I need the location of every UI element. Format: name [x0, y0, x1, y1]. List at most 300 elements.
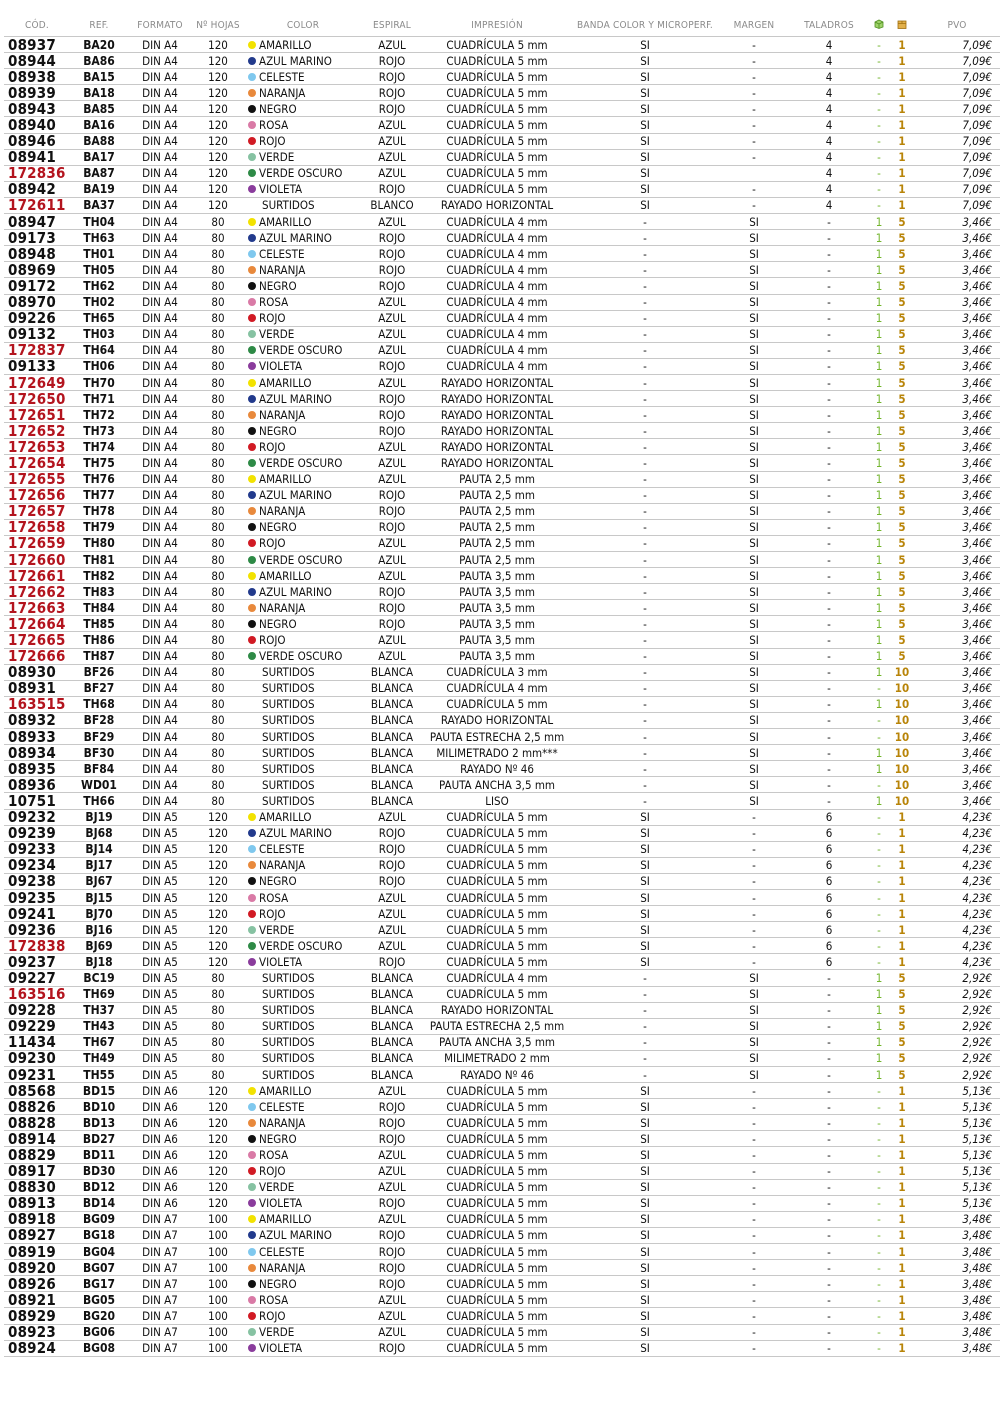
- cell-ref: BD10: [70, 1099, 128, 1115]
- cell-espiral: AZUL: [362, 632, 422, 648]
- cell-hojas: 80: [192, 342, 244, 358]
- cell-hojas: 80: [192, 777, 244, 793]
- table-row: [4, 954, 1000, 970]
- cell-color: [244, 632, 362, 648]
- cell-pvo: 3,46€: [914, 632, 1000, 648]
- cell-cod: 08926: [4, 1276, 70, 1292]
- cell-taladros: -: [790, 1018, 868, 1034]
- cell-taladros: -: [790, 793, 868, 809]
- cell-impresion: PAUTA 2,5 mm: [422, 552, 572, 568]
- color-label: VIOLETA: [259, 954, 303, 969]
- cell-espiral: ROJO: [362, 954, 422, 970]
- cell-banda: SI: [572, 1292, 718, 1308]
- table-row: [4, 439, 1000, 455]
- cell-hojas: 80: [192, 632, 244, 648]
- cell-formato: DIN A5: [128, 889, 192, 905]
- cell-formato: DIN A7: [128, 1276, 192, 1292]
- col-color: COLOR: [286, 19, 320, 31]
- table-row: [4, 632, 1000, 648]
- cell-cod: 172665: [4, 632, 70, 648]
- table-row: [4, 310, 1000, 326]
- cell-taladros: 4: [790, 165, 868, 181]
- cell-margen: SI: [718, 262, 790, 278]
- color-label: SURTIDOS: [262, 987, 315, 1002]
- cell-cod: 09227: [4, 970, 70, 986]
- cell-formato: DIN A6: [128, 1115, 192, 1131]
- color-label: ROJO: [259, 906, 286, 921]
- cell-pack-inner: 1: [868, 246, 890, 262]
- cell-ref: BA88: [70, 133, 128, 149]
- cell-ref: TH74: [70, 439, 128, 455]
- cell-taladros: -: [790, 246, 868, 262]
- cell-taladros: -: [790, 648, 868, 664]
- cell-formato: DIN A4: [128, 745, 192, 761]
- cell-margen: -: [718, 954, 790, 970]
- cell-pack-inner: -: [868, 197, 890, 213]
- cell-pack-inner: 1: [868, 439, 890, 455]
- cell-pack-inner: 1: [868, 616, 890, 632]
- cell-formato: DIN A4: [128, 358, 192, 374]
- cell-hojas: 120: [192, 1163, 244, 1179]
- cell-cod: 172838: [4, 938, 70, 954]
- cell-pack-outer: 1: [890, 197, 914, 213]
- cell-formato: DIN A4: [128, 133, 192, 149]
- color-label: NARANJA: [259, 858, 306, 873]
- cell-color: [244, 487, 362, 503]
- cell-impresion: RAYADO HORIZONTAL: [422, 455, 572, 471]
- cell-espiral: AZUL: [362, 1147, 422, 1163]
- cell-hojas: 80: [192, 648, 244, 664]
- cell-pack-inner: 1: [868, 342, 890, 358]
- cell-formato: DIN A4: [128, 294, 192, 310]
- cell-formato: DIN A6: [128, 1163, 192, 1179]
- cell-impresion: CUADRÍCULA 5 mm: [422, 825, 572, 841]
- cell-taladros: -: [790, 310, 868, 326]
- cell-hojas: 100: [192, 1211, 244, 1227]
- cell-taladros: 4: [790, 101, 868, 117]
- cell-pack-outer: 1: [890, 69, 914, 85]
- color-swatch: [248, 459, 256, 467]
- col-banda: BANDA COLOR Y MICROPERF.: [577, 19, 713, 31]
- cell-color: [244, 906, 362, 922]
- table-row: [4, 1115, 1000, 1131]
- color-swatch: [248, 861, 256, 869]
- cell-cod: 09232: [4, 809, 70, 825]
- color-swatch: [248, 169, 256, 177]
- color-swatch: [248, 507, 256, 515]
- cell-impresion: PAUTA ANCHA 3,5 mm: [422, 1034, 572, 1050]
- table-row: [4, 873, 1000, 889]
- color-label: AMARILLO: [259, 568, 312, 583]
- table-row: [4, 970, 1000, 986]
- cell-ref: WD01: [70, 777, 128, 793]
- color-label: AMARILLO: [259, 810, 312, 825]
- cell-impresion: RAYADO HORIZONTAL: [422, 439, 572, 455]
- cell-taladros: -: [790, 230, 868, 246]
- cell-pack-inner: -: [868, 825, 890, 841]
- cell-impresion: CUADRÍCULA 5 mm: [422, 117, 572, 133]
- cell-margen: -: [718, 841, 790, 857]
- cell-banda: SI: [572, 53, 718, 69]
- table-row: [4, 922, 1000, 938]
- cell-pack-inner: -: [868, 1308, 890, 1324]
- cell-taladros: 4: [790, 149, 868, 165]
- cell-hojas: 120: [192, 922, 244, 938]
- cell-hojas: 120: [192, 53, 244, 69]
- color-swatch: [248, 250, 256, 258]
- cell-pack-outer: 5: [890, 230, 914, 246]
- cell-color: [244, 1034, 362, 1050]
- cell-taladros: -: [790, 745, 868, 761]
- cell-banda: SI: [572, 922, 718, 938]
- cell-pack-outer: 5: [890, 503, 914, 519]
- cell-pack-inner: -: [868, 809, 890, 825]
- cell-espiral: BLANCA: [362, 1050, 422, 1066]
- cell-pvo: 7,09€: [914, 149, 1000, 165]
- cell-pvo: 3,46€: [914, 455, 1000, 471]
- cell-cod: 163515: [4, 696, 70, 712]
- cell-espiral: AZUL: [362, 165, 422, 181]
- cell-color: [244, 938, 362, 954]
- cell-ref: BD15: [70, 1083, 128, 1099]
- cell-taladros: -: [790, 1002, 868, 1018]
- table-row: [4, 616, 1000, 632]
- cell-impresion: CUADRÍCULA 3 mm: [422, 664, 572, 680]
- color-label: VERDE: [259, 922, 295, 937]
- color-swatch: [248, 539, 256, 547]
- cell-color: [244, 1163, 362, 1179]
- cell-formato: DIN A6: [128, 1099, 192, 1115]
- cell-margen: SI: [718, 246, 790, 262]
- cell-ref: TH65: [70, 310, 128, 326]
- cell-espiral: AZUL: [362, 552, 422, 568]
- cell-pack-outer: 1: [890, 1163, 914, 1179]
- cell-pvo: 7,09€: [914, 69, 1000, 85]
- cell-pvo: 4,23€: [914, 889, 1000, 905]
- color-swatch: [248, 958, 256, 966]
- cell-cod: 172660: [4, 552, 70, 568]
- cell-espiral: ROJO: [362, 53, 422, 69]
- cell-formato: DIN A5: [128, 906, 192, 922]
- cell-ref: TH67: [70, 1034, 128, 1050]
- cell-formato: DIN A4: [128, 761, 192, 777]
- cell-pack-inner: -: [868, 1244, 890, 1260]
- cell-banda: -: [572, 503, 718, 519]
- color-swatch: [248, 620, 256, 628]
- cell-formato: DIN A4: [128, 165, 192, 181]
- cell-ref: TH70: [70, 374, 128, 390]
- cell-espiral: AZUL: [362, 1179, 422, 1195]
- table-row: [4, 1131, 1000, 1147]
- color-label: NARANJA: [259, 85, 306, 100]
- cell-pack-inner: -: [868, 1131, 890, 1147]
- cell-ref: BD14: [70, 1195, 128, 1211]
- table-row: [4, 1308, 1000, 1324]
- cell-banda: -: [572, 262, 718, 278]
- cell-ref: TH43: [70, 1018, 128, 1034]
- cell-impresion: CUADRÍCULA 5 mm: [422, 857, 572, 873]
- cell-hojas: 120: [192, 825, 244, 841]
- col-pack-outer: [890, 14, 914, 37]
- cell-formato: DIN A5: [128, 954, 192, 970]
- cell-color: [244, 197, 362, 213]
- cell-pvo: 7,09€: [914, 37, 1000, 53]
- cell-pack-outer: 1: [890, 889, 914, 905]
- cell-pvo: 4,23€: [914, 825, 1000, 841]
- cell-pvo: 3,46€: [914, 423, 1000, 439]
- cell-ref: BF26: [70, 664, 128, 680]
- cell-formato: DIN A7: [128, 1244, 192, 1260]
- table-row: [4, 294, 1000, 310]
- cell-ref: BA37: [70, 197, 128, 213]
- cell-pack-outer: 1: [890, 85, 914, 101]
- color-label: ROJO: [259, 1308, 286, 1323]
- cell-pvo: 3,46€: [914, 246, 1000, 262]
- cell-taladros: -: [790, 712, 868, 728]
- color-swatch: [248, 588, 256, 596]
- cell-margen: -: [718, 1163, 790, 1179]
- cell-cod: 09229: [4, 1018, 70, 1034]
- cell-pack-outer: 1: [890, 1115, 914, 1131]
- cell-margen: -: [718, 1324, 790, 1340]
- cell-pack-inner: 1: [868, 310, 890, 326]
- cell-cod: 08917: [4, 1163, 70, 1179]
- cell-margen: -: [718, 1147, 790, 1163]
- cell-margen: SI: [718, 439, 790, 455]
- cell-pvo: 5,13€: [914, 1179, 1000, 1195]
- cell-taladros: 4: [790, 133, 868, 149]
- cell-pack-outer: 5: [890, 342, 914, 358]
- cell-ref: BG05: [70, 1292, 128, 1308]
- cell-hojas: 120: [192, 1115, 244, 1131]
- col-hojas: Nº HOJAS: [196, 19, 240, 31]
- cell-margen: SI: [718, 374, 790, 390]
- cell-hojas: 80: [192, 729, 244, 745]
- cell-taladros: -: [790, 777, 868, 793]
- cell-pack-inner: 1: [868, 568, 890, 584]
- cell-formato: DIN A4: [128, 600, 192, 616]
- cell-impresion: MILIMETRADO 2 mm: [422, 1050, 572, 1066]
- cell-impresion: PAUTA 3,5 mm: [422, 632, 572, 648]
- cell-impresion: CUADRÍCULA 5 mm: [422, 1115, 572, 1131]
- cell-pvo: 3,48€: [914, 1276, 1000, 1292]
- cell-pvo: 4,23€: [914, 922, 1000, 938]
- cell-ref: TH69: [70, 986, 128, 1002]
- table-row: [4, 85, 1000, 101]
- cell-impresion: RAYADO HORIZONTAL: [422, 407, 572, 423]
- cell-espiral: BLANCA: [362, 1018, 422, 1034]
- cell-pack-inner: -: [868, 1195, 890, 1211]
- cell-espiral: ROJO: [362, 487, 422, 503]
- cell-pvo: 3,48€: [914, 1308, 1000, 1324]
- cell-formato: DIN A4: [128, 197, 192, 213]
- cell-ref: TH03: [70, 326, 128, 342]
- cell-color: [244, 954, 362, 970]
- cell-pvo: 3,46€: [914, 584, 1000, 600]
- cell-pvo: 7,09€: [914, 101, 1000, 117]
- cell-taladros: -: [790, 552, 868, 568]
- cell-banda: -: [572, 487, 718, 503]
- cell-pack-outer: 1: [890, 1340, 914, 1356]
- cell-taladros: -: [790, 1324, 868, 1340]
- cell-hojas: 120: [192, 857, 244, 873]
- cell-hojas: 120: [192, 165, 244, 181]
- cell-formato: DIN A4: [128, 616, 192, 632]
- cell-espiral: AZUL: [362, 149, 422, 165]
- cell-color: [244, 809, 362, 825]
- cell-color: [244, 1131, 362, 1147]
- cell-pack-outer: 10: [890, 761, 914, 777]
- cell-margen: SI: [718, 568, 790, 584]
- cell-pvo: 7,09€: [914, 85, 1000, 101]
- cell-taladros: -: [790, 1195, 868, 1211]
- cell-margen: SI: [718, 696, 790, 712]
- cell-taladros: -: [790, 342, 868, 358]
- color-label: SURTIDOS: [262, 729, 315, 744]
- cell-pack-outer: 5: [890, 326, 914, 342]
- cell-pvo: 5,13€: [914, 1163, 1000, 1179]
- cell-formato: DIN A5: [128, 970, 192, 986]
- cell-hojas: 100: [192, 1324, 244, 1340]
- cell-taladros: -: [790, 729, 868, 745]
- color-label: ROSA: [259, 1292, 289, 1307]
- table-row: [4, 1050, 1000, 1066]
- cell-pack-outer: 1: [890, 149, 914, 165]
- cell-pvo: 3,48€: [914, 1292, 1000, 1308]
- cell-margen: -: [718, 1292, 790, 1308]
- cell-banda: -: [572, 374, 718, 390]
- cell-espiral: AZUL: [362, 374, 422, 390]
- cell-pack-outer: 1: [890, 1276, 914, 1292]
- cell-pvo: 3,46€: [914, 374, 1000, 390]
- col-impresion: IMPRESIÓN: [471, 19, 523, 31]
- color-swatch: [248, 218, 256, 226]
- color-label: SURTIDOS: [262, 745, 315, 760]
- table-row: [4, 1340, 1000, 1356]
- cell-espiral: AZUL: [362, 938, 422, 954]
- cell-pvo: 2,92€: [914, 1002, 1000, 1018]
- color-label: CELESTE: [259, 1244, 305, 1259]
- cell-color: [244, 455, 362, 471]
- table-row: [4, 729, 1000, 745]
- cell-color: [244, 841, 362, 857]
- table-row: [4, 1195, 1000, 1211]
- cell-ref: TH87: [70, 648, 128, 664]
- cell-banda: SI: [572, 1324, 718, 1340]
- cell-banda: -: [572, 986, 718, 1002]
- cell-impresion: CUADRÍCULA 4 mm: [422, 230, 572, 246]
- cell-cod: 09241: [4, 906, 70, 922]
- color-swatch: [248, 845, 256, 853]
- cell-ref: BJ15: [70, 889, 128, 905]
- cell-impresion: CUADRÍCULA 5 mm: [422, 841, 572, 857]
- cell-pvo: 3,46€: [914, 407, 1000, 423]
- cell-impresion: CUADRÍCULA 4 mm: [422, 294, 572, 310]
- cell-margen: SI: [718, 632, 790, 648]
- cell-cod: 08927: [4, 1227, 70, 1243]
- cell-ref: TH72: [70, 407, 128, 423]
- cell-pack-inner: -: [868, 777, 890, 793]
- table-row: [4, 552, 1000, 568]
- cell-taladros: 4: [790, 181, 868, 197]
- color-label: AMARILLO: [259, 472, 312, 487]
- cell-color: [244, 326, 362, 342]
- cell-impresion: CUADRÍCULA 5 mm: [422, 1292, 572, 1308]
- cell-margen: -: [718, 1083, 790, 1099]
- cell-formato: DIN A4: [128, 391, 192, 407]
- cell-cod: 172652: [4, 423, 70, 439]
- cell-pack-outer: 1: [890, 181, 914, 197]
- color-swatch: [248, 491, 256, 499]
- cell-pack-outer: 5: [890, 246, 914, 262]
- color-swatch: [248, 942, 256, 950]
- cell-hojas: 80: [192, 712, 244, 728]
- cell-impresion: CUADRÍCULA 5 mm: [422, 1308, 572, 1324]
- cell-margen: -: [718, 181, 790, 197]
- cell-espiral: BLANCA: [362, 1002, 422, 1018]
- cell-formato: DIN A4: [128, 680, 192, 696]
- cell-pack-inner: -: [868, 938, 890, 954]
- color-swatch: [248, 1328, 256, 1336]
- cell-impresion: CUADRÍCULA 5 mm: [422, 1163, 572, 1179]
- cell-margen: -: [718, 53, 790, 69]
- table-row: [4, 69, 1000, 85]
- cell-cod: 172654: [4, 455, 70, 471]
- cell-hojas: 80: [192, 471, 244, 487]
- cell-formato: DIN A4: [128, 278, 192, 294]
- color-swatch: [248, 1183, 256, 1191]
- cell-impresion: CUADRÍCULA 5 mm: [422, 69, 572, 85]
- cell-margen: -: [718, 809, 790, 825]
- color-swatch: [248, 1119, 256, 1127]
- cell-impresion: PAUTA 2,5 mm: [422, 519, 572, 535]
- cell-impresion: CUADRÍCULA 5 mm: [422, 809, 572, 825]
- cell-cod: 08933: [4, 729, 70, 745]
- cell-impresion: PAUTA ESTRECHA 2,5 mm: [422, 1018, 572, 1034]
- cell-pvo: 3,48€: [914, 1227, 1000, 1243]
- cell-margen: SI: [718, 970, 790, 986]
- cell-formato: DIN A4: [128, 712, 192, 728]
- cell-formato: DIN A4: [128, 696, 192, 712]
- cell-banda: -: [572, 793, 718, 809]
- cell-hojas: 80: [192, 1018, 244, 1034]
- cell-cod: 08929: [4, 1308, 70, 1324]
- cell-pack-outer: 5: [890, 600, 914, 616]
- color-label: SURTIDOS: [262, 1067, 315, 1082]
- cell-cod: 09132: [4, 326, 70, 342]
- cell-impresion: CUADRÍCULA 5 mm: [422, 1179, 572, 1195]
- cell-ref: BF30: [70, 745, 128, 761]
- cell-ref: BF27: [70, 680, 128, 696]
- color-swatch: [248, 556, 256, 564]
- cell-banda: SI: [572, 809, 718, 825]
- cell-banda: -: [572, 568, 718, 584]
- cell-espiral: AZUL: [362, 1308, 422, 1324]
- cell-banda: -: [572, 358, 718, 374]
- color-label: SURTIDOS: [262, 1035, 315, 1050]
- cell-taladros: -: [790, 1292, 868, 1308]
- cell-pack-inner: -: [868, 101, 890, 117]
- color-label: VERDE OSCURO: [259, 343, 343, 358]
- cell-margen: -: [718, 1099, 790, 1115]
- cell-formato: DIN A5: [128, 1067, 192, 1083]
- cell-taladros: 6: [790, 922, 868, 938]
- table-row: [4, 1179, 1000, 1195]
- color-label: ROJO: [259, 1164, 286, 1179]
- cell-taladros: -: [790, 294, 868, 310]
- color-swatch: [248, 1103, 256, 1111]
- cell-impresion: PAUTA 2,5 mm: [422, 471, 572, 487]
